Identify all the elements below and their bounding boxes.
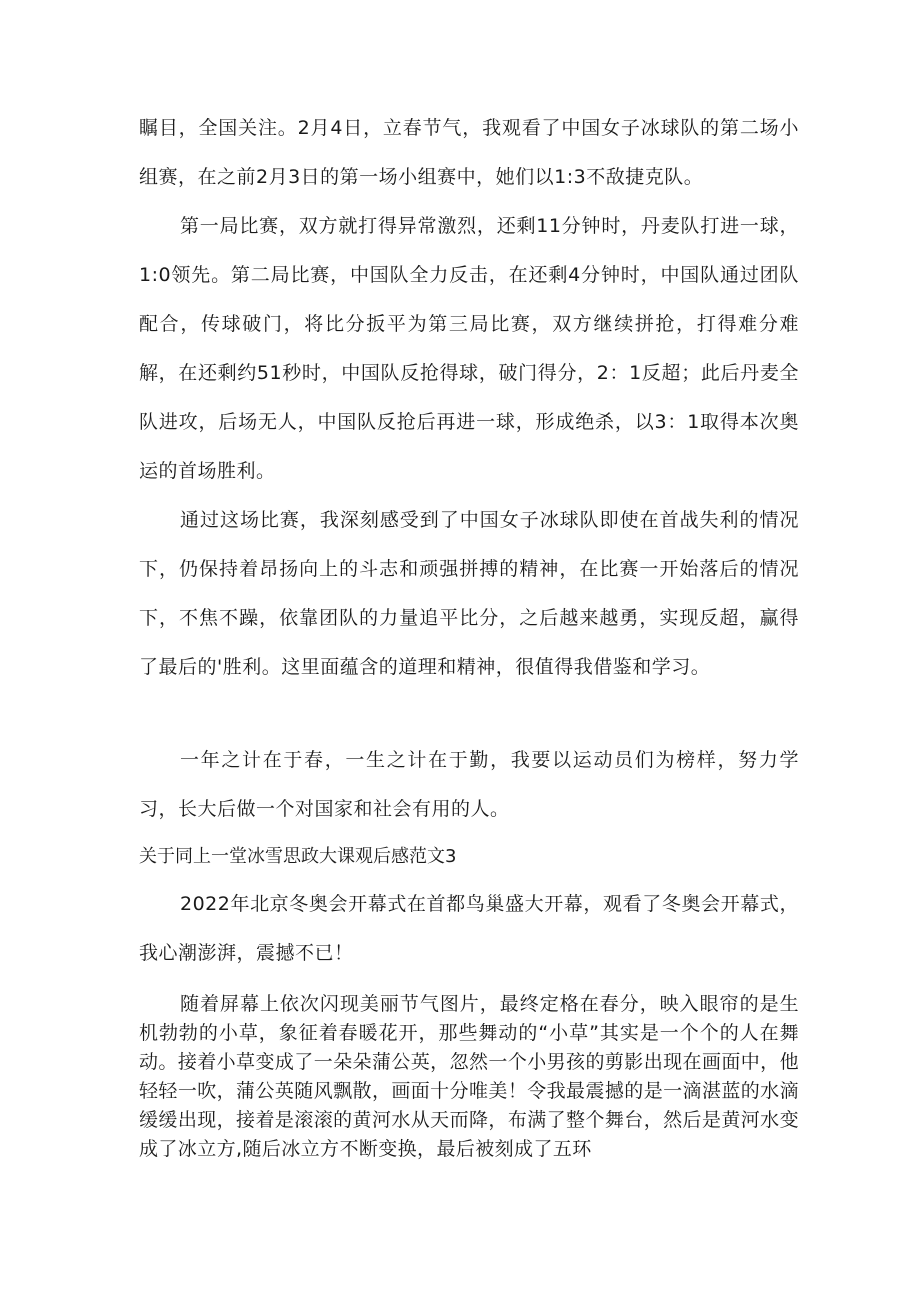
section-paragraph-2: 随着屏幕上依次闪现美丽节气图片，最终定格在春分，映入眼帘的是生机勃勃的小草，象征着春暖花开，那些舞动的“小草”其实是一个个的人在舞动。接着小草变成了一朵朵蒲公英，忽然一个小男孩的剪影出现在画面中，他轻轻一吹，蒲公英随风飘散，画面十分唯美！令我最震撼的是一滴湛蓝的水滴缓缓出现，接着是滚滚的黄河水从天而降，布满了整个舞台，然后是黄河水变成了冰立方,随后冰立方不断变换，最后被刻成了五环 — [139, 993, 799, 1160]
section-heading: 关于同上一堂冰雪思政大课观后感范文3 — [139, 846, 457, 867]
paragraph-4: 一年之计在于春，一生之计在于勤，我要以运动员们为榜样，努力学习，长大后做一个对国家和社会有用的人。 — [139, 749, 799, 820]
paragraph-3: 通过这场比赛，我深刻感受到了中国女子冰球队即使在首战失利的情况下，仍保持着昂扬向上的斗志和顽强拼搏的精神，在比赛一开始落后的情况下，不焦不躁，依靠团队的力量追平比分，之后越来越勇，实现反超，赢得了最后的'胜利。这里面蕴含的道理和精神，很值得我借鉴和学习。 — [139, 509, 799, 678]
paragraph-1: 瞩目，全国关注。2月4日，立春节气，我观看了中国女子冰球队的第二场小组赛，在之前2月3日的第一场小组赛中，她们以1:3不敌捷克队。 — [139, 117, 799, 188]
section-paragraph-1: 2022年北京冬奥会开幕式在首都鸟巢盛大开幕，观看了冬奥会开幕式，我心潮澎湃，震撼不已！ — [139, 893, 799, 964]
paragraph-2: 第一局比赛，双方就打得异常激烈，还剩11分钟时，丹麦队打进一球，1:0领先。第二局比赛，中国队全力反击，在还剩4分钟时，中国队通过团队配合，传球破门，将比分扳平为第三局比赛，双方继续拼抢，打得难分难解，在还剩约51秒时，中国队反抢得球，破门得分，2：1反超；此后丹麦全队进攻，后场无人，中国队反抢后再进一球，形成绝杀，以3：1取得本次奥运的首场胜利。 — [139, 215, 799, 482]
